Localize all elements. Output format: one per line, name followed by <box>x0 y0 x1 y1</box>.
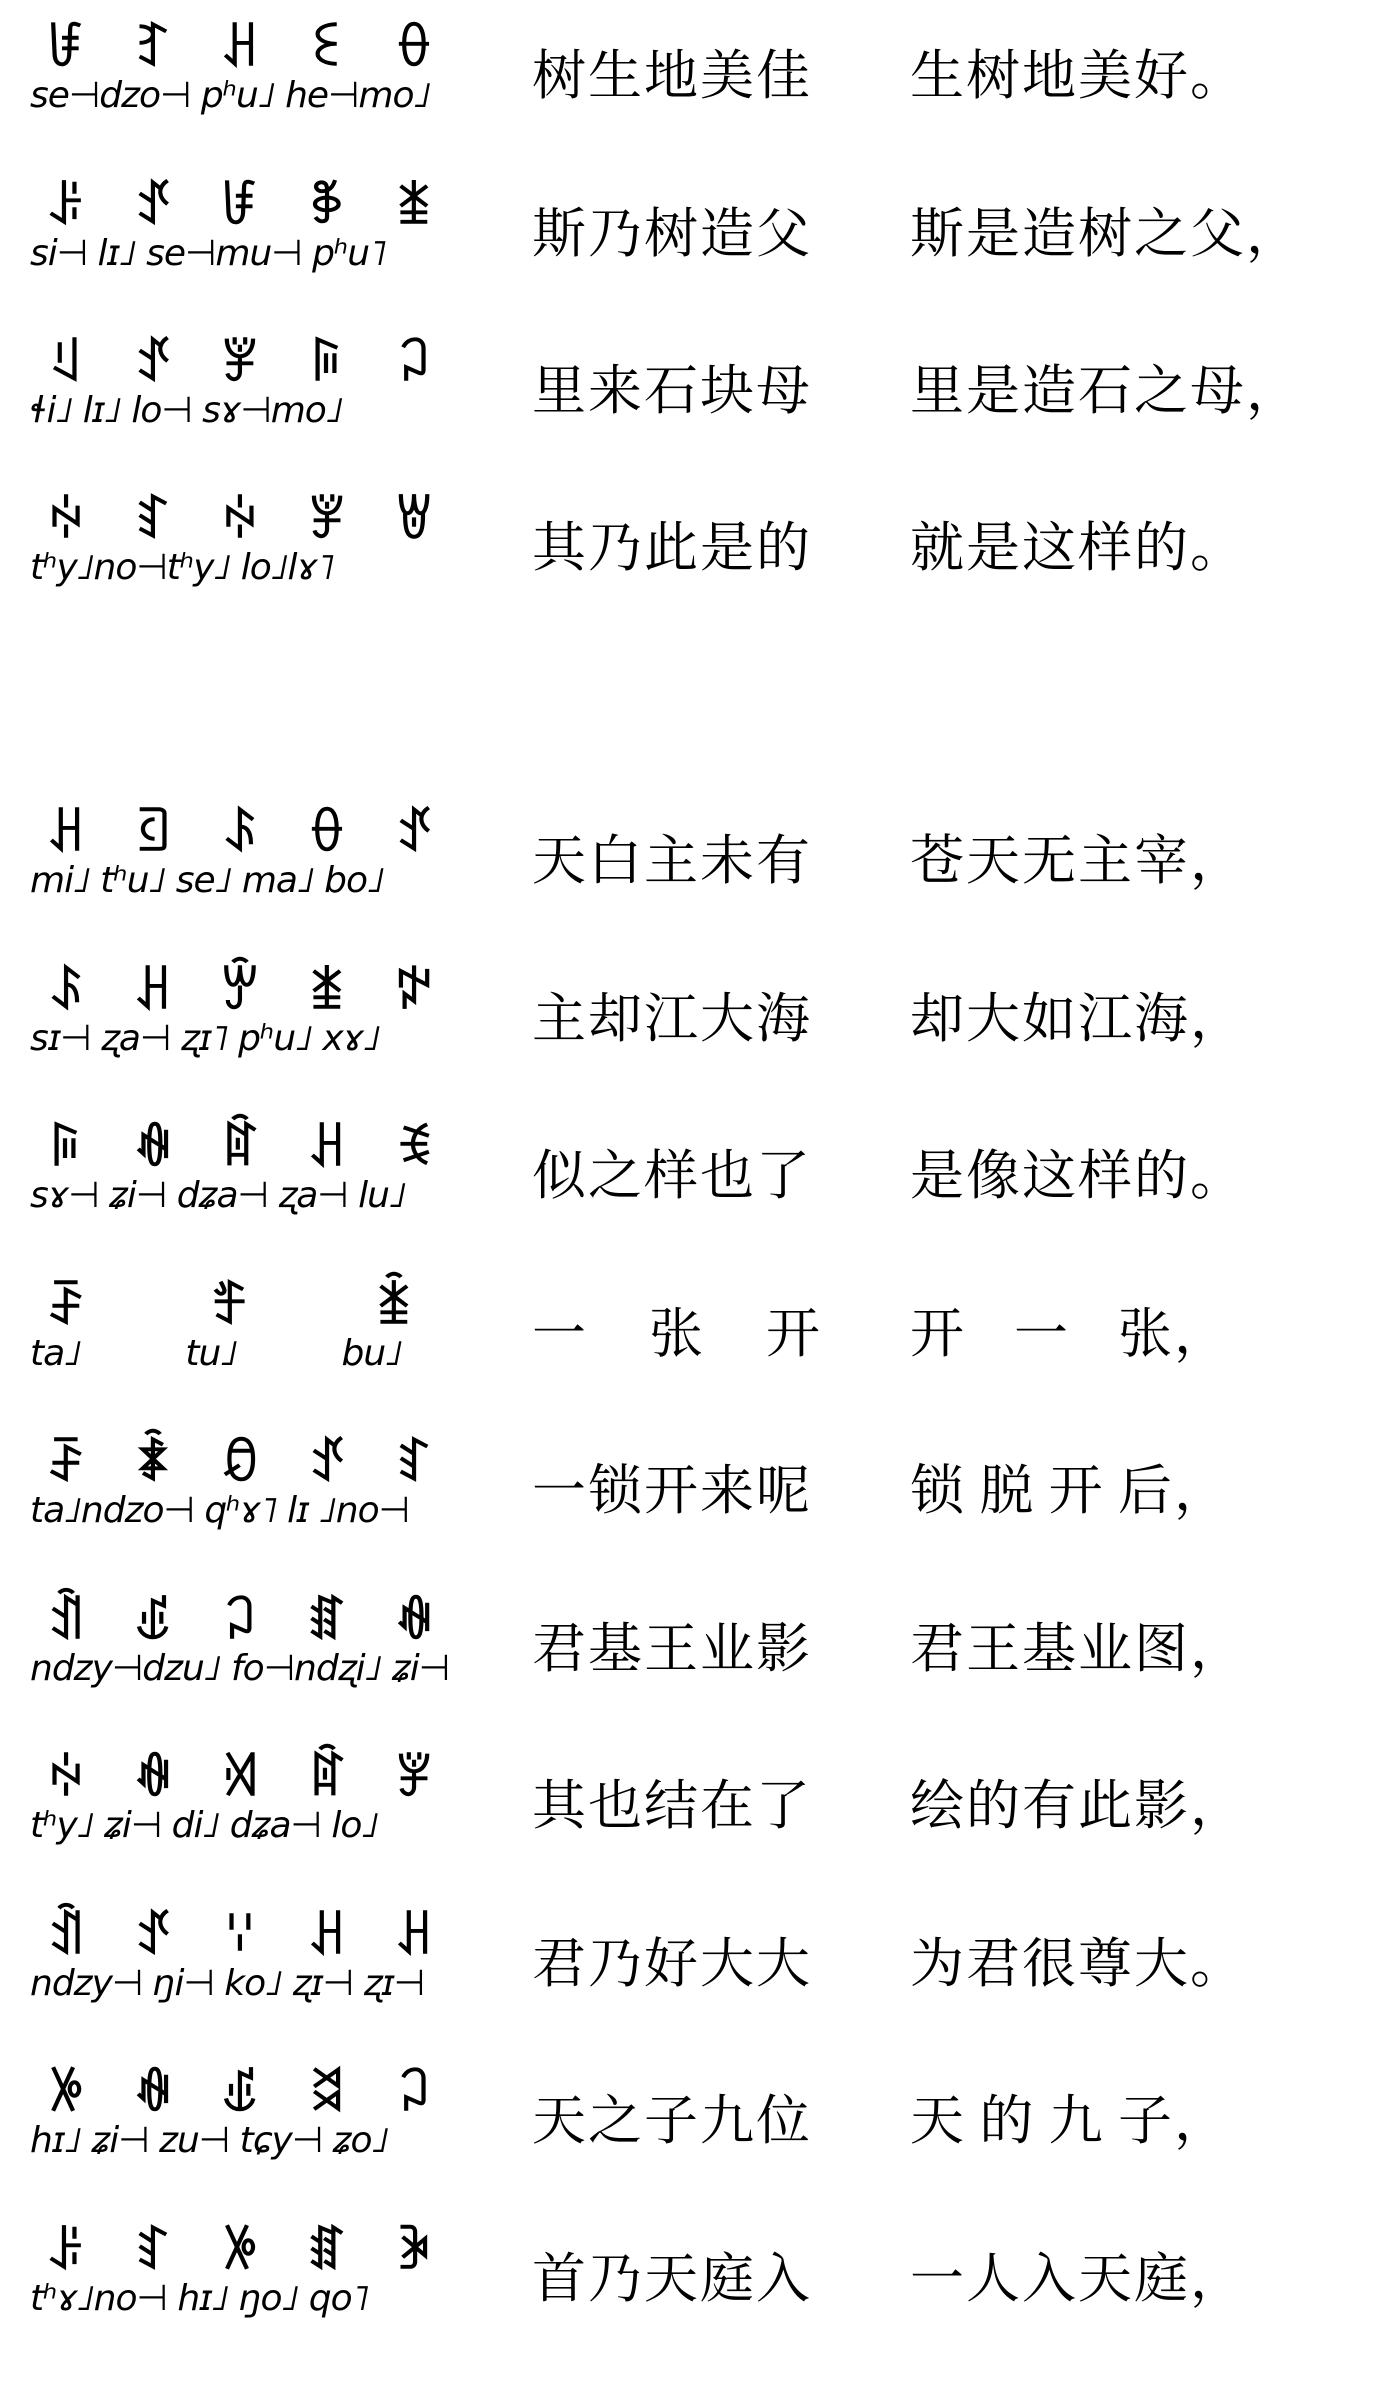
free-translation: 绘的有此影， <box>910 1774 1246 1837</box>
yi-script-line <box>30 2218 450 2278</box>
yi-glyph: ꀉ <box>46 1594 86 1650</box>
yi-glyph: ꁧ <box>394 179 434 235</box>
yi-glyph: ꄉ <box>220 1751 260 1807</box>
word-gloss: 斯乃树造父 <box>532 202 812 265</box>
yi-glyph: ꌺ <box>46 964 86 1020</box>
yi-glyph: ꉂ <box>394 1121 434 1177</box>
word-gloss <box>532 1291 822 1368</box>
word-gloss: 天白主未有 <box>532 829 812 892</box>
yi-glyph: ꉼ <box>220 2224 260 2280</box>
yi-glyph: ꉼ <box>46 2066 86 2122</box>
yi-glyph: ꆹ <box>46 336 86 392</box>
word-gloss: 主却江大海 <box>532 987 812 1050</box>
free-translation: 为君很尊大。 <box>910 1932 1246 1995</box>
romanization-line: sɤ⊣ ʑi⊣ dʑa⊣ ʐa⊣ lu˩ <box>30 1175 406 1216</box>
romanization-line: ta˩ tu˩ bu˩ <box>30 1333 402 1374</box>
romanization-line: tʰɤ˩no⊣ hɪ˩ ŋo˩ qo˥ <box>30 2278 369 2319</box>
romanization-line: tʰy˩ ʑi⊣ di˩ dʑa⊣ lo˩ <box>30 1805 379 1846</box>
word-gloss: 一锁开来呢 <box>532 1459 812 1522</box>
word-gloss: 首乃天庭入 <box>532 2247 812 2310</box>
yi-glyph: ꄡ <box>133 806 173 862</box>
yi-script-line <box>30 330 450 390</box>
translation-word: 子， <box>1117 2089 1230 2152</box>
yi-script-line <box>30 958 450 1018</box>
translation-word: 张， <box>1118 1302 1230 1365</box>
yi-glyph: ꇇ <box>307 493 347 549</box>
word-gloss: 其也结在了 <box>532 1774 812 1837</box>
yi-glyph: ꍑ <box>133 1594 173 1650</box>
romanization-line: sɪ⊣ ʐa⊣ ʐɪ˥ pʰu˩ xɤ˩ <box>30 1018 380 1059</box>
word-gloss: 天之子九位 <box>532 2089 812 2152</box>
yi-glyph: ꏢ <box>46 1751 86 1807</box>
romanization-line: ta˩ndzo⊣ qʰɤ˥ lɪ ˩no⊣ <box>30 1490 409 1531</box>
yi-glyph: ꂷ <box>307 806 347 862</box>
free-translation: 生树地美好。 <box>910 44 1246 107</box>
yi-script-line <box>30 15 450 75</box>
yi-glyph: ꊿ <box>133 1751 173 1807</box>
yi-glyph: ꃀ <box>394 336 434 392</box>
yi-glyph: ꊿ <box>394 1594 434 1650</box>
yi-glyph: ꀱ <box>46 21 86 77</box>
yi-glyph: ꈲ <box>220 1436 260 1492</box>
free-translation: 苍天无主宰， <box>910 829 1246 892</box>
translation-word: 脱 <box>979 1459 1036 1522</box>
yi-glyph: ꃅ <box>133 964 173 1020</box>
yi-script-line <box>30 1115 450 1175</box>
yi-glyph: ꃅ <box>307 1121 347 1177</box>
verse-line <box>0 2218 1379 2358</box>
free-translation: 里是造石之母， <box>910 359 1302 422</box>
translation-word: 开 <box>910 1302 966 1365</box>
free-translation: 一人入天庭， <box>910 2247 1246 2310</box>
yi-glyph: ꏤ <box>307 2224 347 2280</box>
yi-glyph: ꀉ <box>46 1909 86 1965</box>
yi-glyph: ꇐ <box>394 493 434 549</box>
word-gloss: 似之样也了 <box>532 1144 812 1207</box>
gloss-word: 开 <box>766 1302 822 1365</box>
yi-glyph: ꆏ <box>394 1436 434 1492</box>
verse-line <box>0 15 1379 155</box>
translation-word: 锁 <box>910 1459 966 1522</box>
yi-glyph: ꃅ <box>46 806 86 862</box>
gloss-word: 一 <box>532 1302 588 1365</box>
yi-glyph: ꆏ <box>133 2224 173 2280</box>
yi-glyph: ꄑ <box>133 1436 173 1492</box>
free-translation: 却大如江海， <box>910 987 1246 1050</box>
romanization-line: ndzy⊣ ŋi⊣ ko˩ ʐɪ⊣ ʐɪ⊣ <box>30 1963 425 2004</box>
yi-script-line <box>30 1273 430 1333</box>
yi-glyph: ꀋ <box>133 1909 173 1965</box>
yi-glyph: ꃅ <box>307 1909 347 1965</box>
verse-line <box>0 487 1379 627</box>
yi-glyph: ꀋ <box>394 806 434 862</box>
free-translation: 是像这样的。 <box>910 1144 1246 1207</box>
translation-word: 九 <box>1048 2089 1105 2152</box>
romanization-line: mi˩ tʰu˩ se˩ ma˩ bo˩ <box>30 860 384 901</box>
translation-word: 天 <box>910 2089 966 2152</box>
yi-script-line <box>30 2060 450 2120</box>
yi-glyph: ꀋ <box>133 336 173 392</box>
free-translation: 就是这样的。 <box>910 516 1246 579</box>
free-translation: 君王基业图， <box>910 1617 1246 1680</box>
yi-glyph: ꀋ <box>307 1436 347 1492</box>
verse-line <box>0 1430 1379 1570</box>
verse-line <box>0 173 1379 313</box>
yi-glyph: ꏢ <box>46 493 86 549</box>
yi-glyph: ꌠ <box>46 2224 86 2280</box>
yi-glyph: ꍎ <box>220 1121 260 1177</box>
yi-glyph: ꁧ <box>307 964 347 1020</box>
verse-line <box>0 2060 1379 2200</box>
yi-glyph: ꌠ <box>46 179 86 235</box>
yi-glyph: ꃅ <box>220 21 260 77</box>
yi-glyph: ꏤ <box>307 1594 347 1650</box>
yi-glyph: ꄚ <box>46 1436 86 1492</box>
yi-glyph: ꀱ <box>220 179 260 235</box>
yi-glyph: ꀋ <box>133 179 173 235</box>
verse-line <box>0 1273 1379 1413</box>
translation-word: 后， <box>1117 1459 1230 1522</box>
yi-glyph: ꏗ <box>394 2224 434 2280</box>
yi-glyph: ꉢ <box>394 964 434 1020</box>
yi-script-line <box>30 800 450 860</box>
yi-glyph: ꇇ <box>394 1751 434 1807</box>
yi-glyph: ꊿ <box>133 1121 173 1177</box>
romanization-line: hɪ˩ ʑi⊣ zu⊣ tɕy⊣ ʑo˩ <box>30 2120 389 2161</box>
yi-glyph: ꈬ <box>307 2066 347 2122</box>
romanization-line: tʰy˩no⊣tʰy˩ lo˩lɤ˥ <box>30 547 334 588</box>
translation-word: 的 <box>979 2089 1036 2152</box>
verse-line <box>0 330 1379 470</box>
yi-glyph: ꏭ <box>220 964 260 1020</box>
yi-glyph: ꍑ <box>220 2066 260 2122</box>
yi-glyph: ꃀ <box>394 2066 434 2122</box>
yi-glyph: ꆈ <box>133 21 173 77</box>
yi-glyph: ꌕ <box>46 1121 86 1177</box>
yi-glyph: ꄚ <box>46 1279 86 1335</box>
yi-script-line <box>30 1430 450 1490</box>
gloss-word: 张 <box>649 1302 705 1365</box>
yi-glyph: ꄟ <box>210 1279 250 1335</box>
translation-word: 一 <box>1014 1302 1070 1365</box>
free-translation: 斯是造树之父， <box>910 202 1302 265</box>
romanization-line: ndzy⊣dzu˩ fo⊣ndʐi˩ ʑi⊣ <box>30 1648 450 1689</box>
word-gloss: 里来石块母 <box>532 359 812 422</box>
word-gloss: 君乃好大大 <box>532 1932 812 1995</box>
yi-script-line <box>30 173 450 233</box>
yi-glyph: ꆏ <box>133 493 173 549</box>
romanization-line: si⊣ lɪ˩ se⊣mu⊣ pʰu˥ <box>30 233 386 274</box>
free-translation <box>910 2078 1230 2155</box>
yi-glyph: ꁦ <box>374 1279 414 1335</box>
yi-script-line <box>30 1745 450 1805</box>
yi-glyph: ꌺ <box>220 806 260 862</box>
yi-script-line <box>30 1588 450 1648</box>
verse-line <box>0 1903 1379 2043</box>
word-gloss: 君基王业影 <box>532 1617 812 1680</box>
yi-glyph: ꇇ <box>220 336 260 392</box>
free-translation <box>910 1448 1230 1525</box>
yi-glyph: ꊿ <box>133 2066 173 2122</box>
yi-glyph: ꏂ <box>307 21 347 77</box>
yi-glyph: ꃅ <box>394 1909 434 1965</box>
verse-line <box>0 1588 1379 1728</box>
word-gloss: 其乃此是的 <box>532 516 812 579</box>
verse-line <box>0 1745 1379 1885</box>
verse-line <box>0 1115 1379 1255</box>
free-translation <box>910 1291 1230 1368</box>
romanization-line: se⊣dzo⊣ pʰu˩ he⊣mo˩ <box>30 75 431 116</box>
yi-glyph: ꃆ <box>307 179 347 235</box>
yi-glyph: ꂷ <box>394 21 434 77</box>
word-gloss: 树生地美佳 <box>532 44 812 107</box>
yi-glyph: ꏢ <box>220 493 260 549</box>
yi-script-line <box>30 1903 450 1963</box>
romanization-line: ɬi˩ lɪ˩ lo⊣ sɤ⊣mo˩ <box>30 390 343 431</box>
verse-line <box>0 958 1379 1098</box>
yi-glyph: ꍎ <box>307 1751 347 1807</box>
translation-word: 开 <box>1048 1459 1105 1522</box>
yi-script-line <box>30 487 450 547</box>
verse-line <box>0 800 1379 940</box>
yi-glyph: ꃀ <box>220 1594 260 1650</box>
yi-glyph: ꈌ <box>220 1909 260 1965</box>
yi-glyph: ꌕ <box>307 336 347 392</box>
